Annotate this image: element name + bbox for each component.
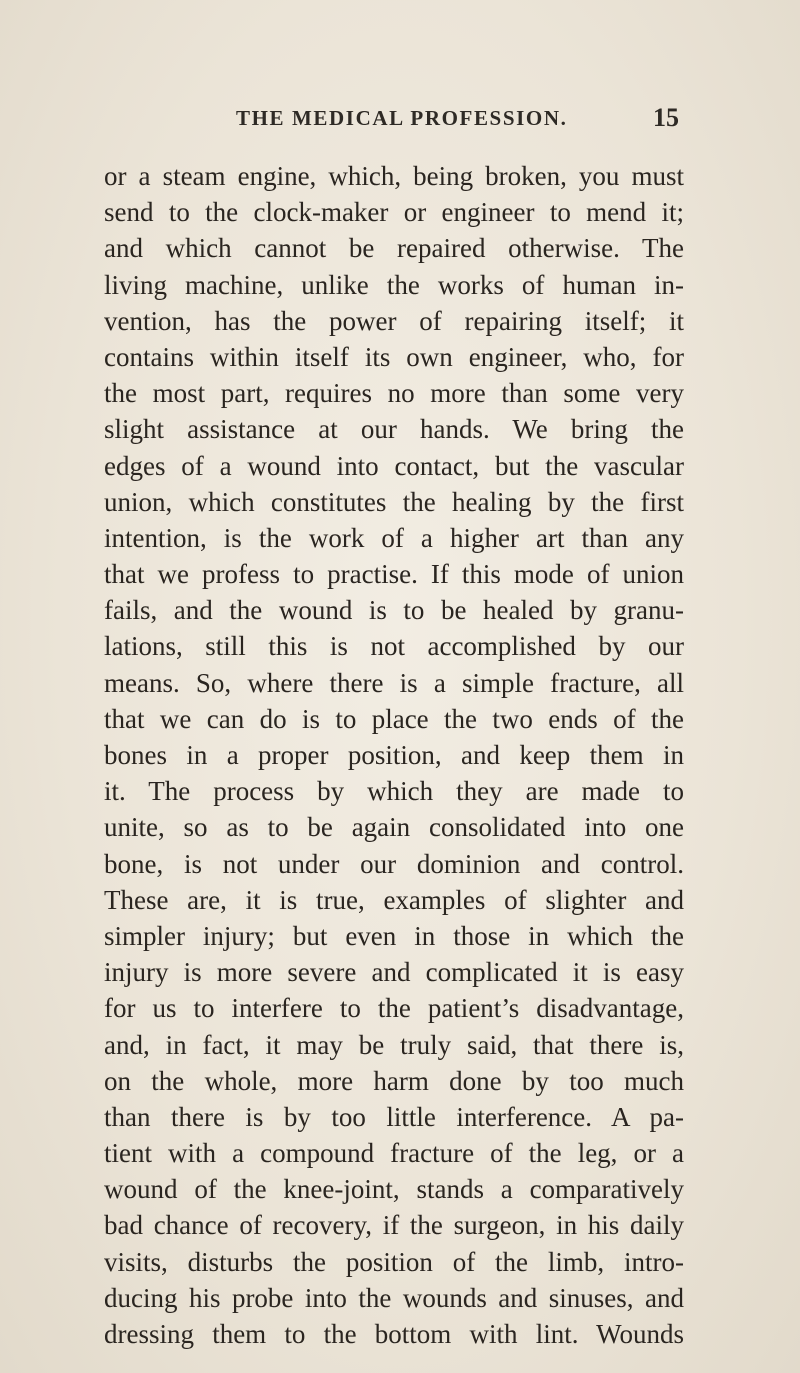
- text-line: on the whole, more harm done by too much: [104, 1065, 684, 1096]
- text-line: for us to interfere to the patient’s disadvantage,: [104, 993, 684, 1024]
- text-line: and, in fact, it may be truly said, that there is,: [104, 1029, 684, 1060]
- text-line: and which cannot be repaired otherwise. The: [104, 233, 684, 264]
- text-line: bad chance of recovery, if the surgeon, in his daily: [104, 1210, 684, 1241]
- text-line: contains within itself its own engineer, who, for: [104, 341, 684, 372]
- text-line: union, which constitutes the healing by the first: [104, 486, 684, 517]
- text-line: intention, is the work of a higher art than any: [104, 522, 684, 553]
- page-number: 15: [653, 103, 679, 132]
- text-line: the most part, requires no more than some very: [104, 378, 684, 409]
- text-line: vention, has the power of repairing itself; it: [104, 305, 684, 336]
- text-line: than there is by too little interference. A pa-: [104, 1101, 684, 1132]
- text-line: slight assistance at our hands. We bring the: [104, 414, 684, 445]
- page-header: [0, 103, 800, 136]
- text-line: dressing them to the bottom with lint. Wounds: [104, 1319, 684, 1349]
- text-line: it. The process by which they are made to: [104, 776, 684, 807]
- text-line: tient with a compound fracture of the leg, or a: [104, 1138, 684, 1169]
- text-line: or a steam engine, which, being broken, you must: [104, 161, 684, 191]
- text-line: edges of a wound into contact, but the vascular: [104, 450, 684, 481]
- text-line: that we profess to practise. If this mode of union: [104, 559, 684, 590]
- text-line: injury is more severe and complicated it is easy: [104, 957, 684, 988]
- text-line: ducing his probe into the wounds and sinuses, and: [104, 1282, 684, 1313]
- text-line: visits, disturbs the position of the limb, intro-: [104, 1246, 684, 1277]
- text-line: simpler injury; but even in those in which the: [104, 920, 684, 951]
- text-line: wound of the knee-joint, stands a comparatively: [104, 1174, 684, 1205]
- text-line: that we can do is to place the two ends of the: [104, 703, 684, 734]
- text-line: These are, it is true, examples of slighter and: [104, 884, 684, 915]
- text-line: fails, and the wound is to be healed by granu-: [104, 595, 684, 626]
- running-head: THE MEDICAL PROFESSION.: [236, 106, 568, 130]
- text-line: living machine, unlike the works of human in-: [104, 269, 684, 300]
- text-line: bone, is not under our dominion and control.: [104, 848, 684, 879]
- text-line: unite, so as to be again consolidated into one: [104, 812, 684, 843]
- text-line: means. So, where there is a simple fracture, all: [104, 667, 684, 698]
- body-text: [104, 158, 684, 1352]
- text-line: lations, still this is not accomplished by our: [104, 631, 684, 662]
- text-line: bones in a proper position, and keep them in: [104, 740, 684, 770]
- text-line: send to the clock-maker or engineer to mend it;: [104, 197, 684, 228]
